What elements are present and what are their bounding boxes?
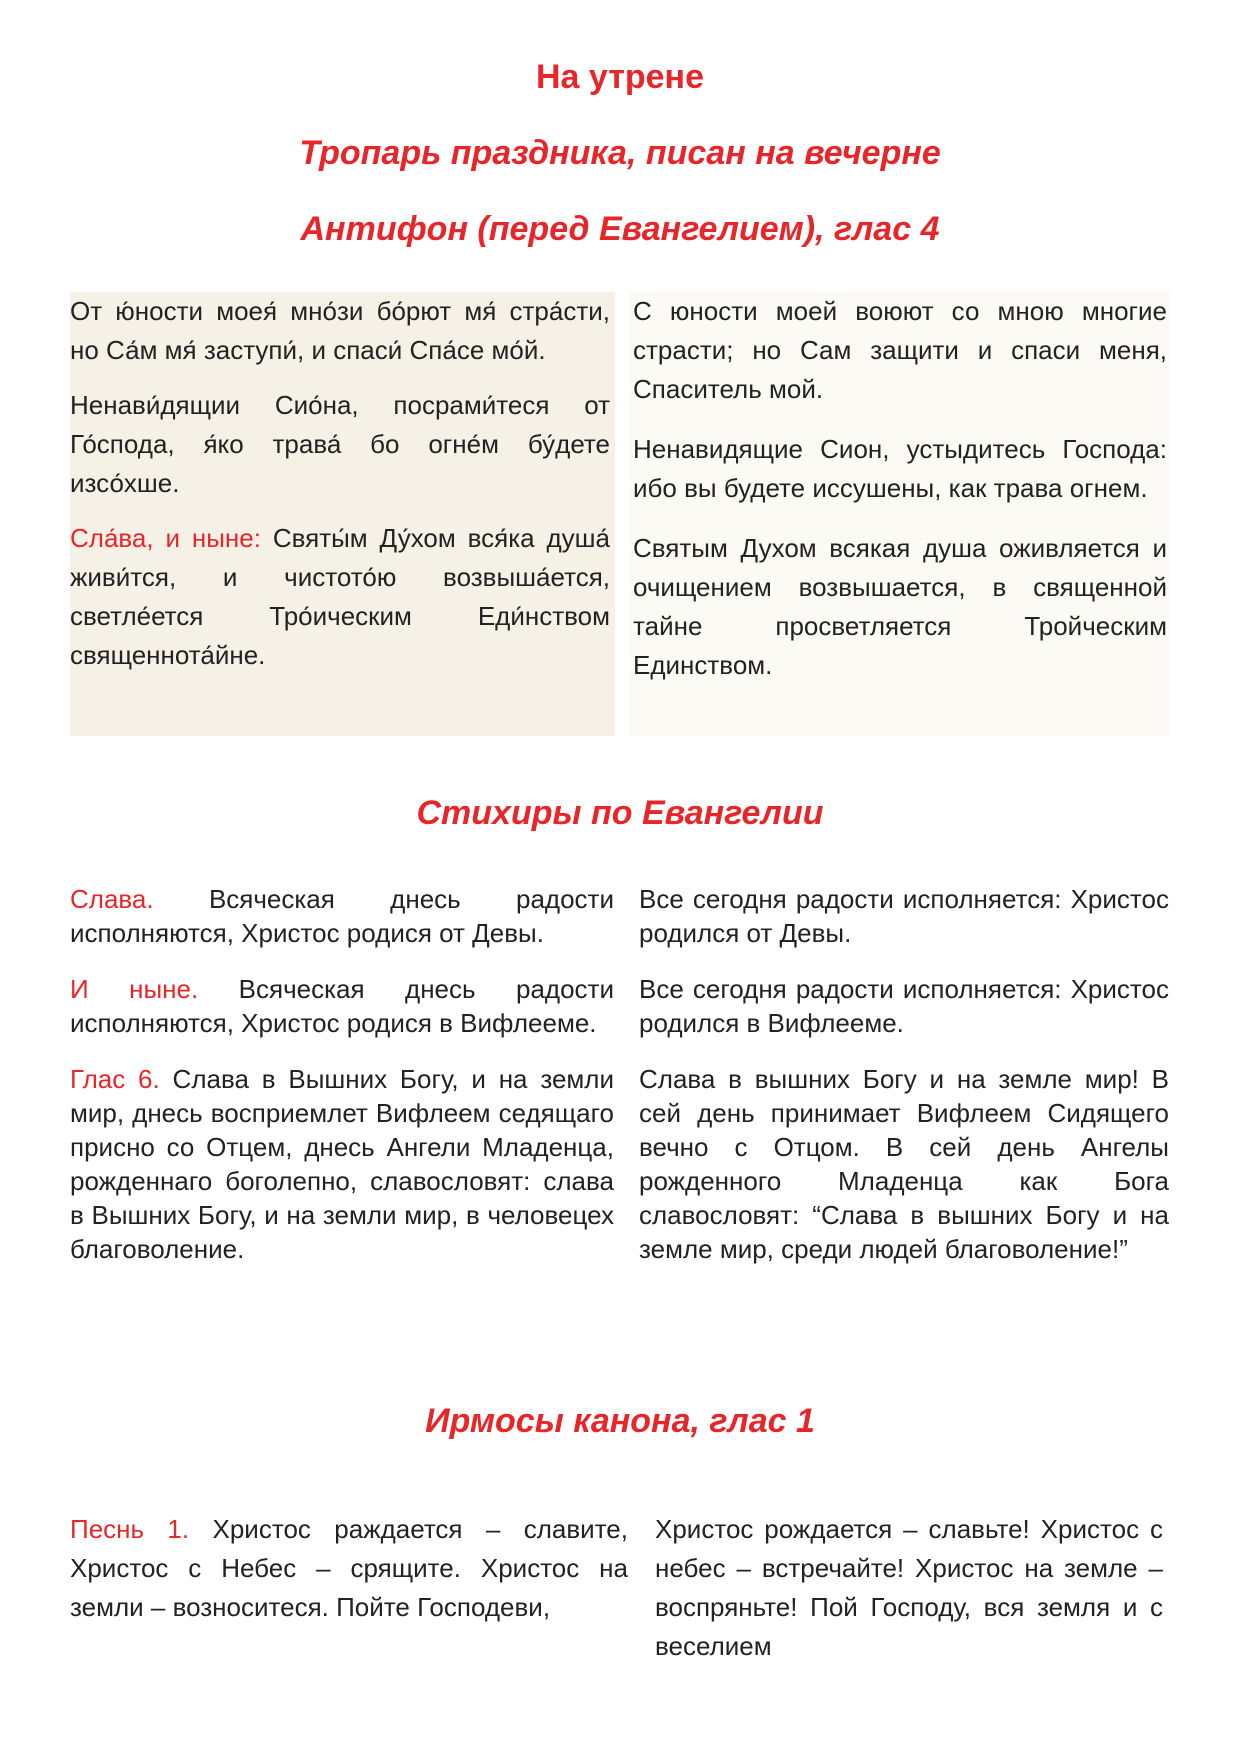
sticheron-translation-1: Все сегодня радости исполняется: Христос родился от Девы.	[639, 884, 1169, 948]
irmos-ode-1-translation: Христос рождается – славьте! Христос с небес – встречайте! Христос на земле – воспряньте! Пой Господу, вся земля и с веселием	[655, 1514, 1163, 1661]
verse-text: От ю́ности моея́ мно́зи бо́рют мя́ стра́сти, но Са́м мя́ заступи́, и спаси́ Спа́се мо́й.	[70, 296, 610, 365]
antiphon-verse-3	[70, 519, 610, 675]
irmoi-heading: Ирмосы канона, глас 1	[425, 1402, 815, 1440]
verse-text: Слава в Вышних Богу, и на земли мир, днесь восприемлет Вифлеем седящаго присно со Отцем, днесь Ангели Младенца, рожденнаго боголепно, славословят: слава в Вышних Богу, и на земли мир, в человецех благоволение.	[70, 1064, 614, 1264]
verse-text: Ненави́дящии Сио́на, посрами́теся от Го́спода, я́ко трава́ бо огне́м бу́дете изсо́хше.	[70, 390, 610, 498]
verse-prefix: Глас 6.	[70, 1064, 173, 1094]
verse-text: Всяческая днесь радости исполняются, Христос родися от Девы.	[70, 884, 614, 948]
stichera-russian-column	[639, 882, 1169, 1266]
verse-prefix: И ныне.	[70, 974, 239, 1004]
sticheron-translation-3: Слава в вышних Богу и на земле мир! В сей день принимает Вифлеем Сидящего вечно с Отцом. В сей день Ангелы рожденного Младенца как Бога славословят: “Слава в вышних Богу и на земле мир, среди людей благоволение!”	[639, 1064, 1169, 1264]
antiphon-verse-1	[70, 292, 610, 370]
irmos-ode-1	[70, 1510, 628, 1627]
irmoi-church-slavonic-column	[70, 1510, 628, 1627]
verse-prefix: Слава.	[70, 884, 209, 914]
antiphon-translation-1: С юности моей воюют со мною многие страсти; но Сам защити и спаси меня, Спаситель мой.	[633, 296, 1167, 404]
antiphon-translation-3: Святым Духом всякая душа оживляется и очищением возвышается, в священной тайне просветляется Тройческим Единством.	[633, 533, 1167, 680]
antiphon-church-slavonic-column	[70, 292, 610, 675]
verse-text: Христос раждается – славите, Христос с Небес – срящите. Христос на земли – возноситеся. Пойте Господеви,	[70, 1514, 628, 1622]
verse-prefix: Песнь 1.	[70, 1514, 213, 1544]
antiphon-heading: Антифон (перед Евангелием), глас 4	[300, 210, 940, 248]
troparion-heading: Тропарь праздника, писан на вечерне	[299, 134, 941, 172]
sticheron-2	[70, 972, 614, 1040]
antiphon-translation-2: Ненавидящие Сион, устыдитесь Господа: ибо вы будете иссушены, как трава огнем.	[633, 434, 1167, 503]
stichera-church-slavonic-column	[70, 882, 614, 1266]
sticheron-translation-2: Все сегодня радости исполняется: Христос родился в Вифлееме.	[639, 974, 1169, 1038]
section-title-matins: На утрене	[535, 58, 704, 96]
irmoi-russian-column	[655, 1510, 1163, 1666]
verse-text: Всяческая днесь радости исполняются, Христос родися в Вифлееме.	[70, 974, 614, 1038]
sticheron-3	[70, 1062, 614, 1266]
stichera-heading: Стихиры по Евангелии	[416, 794, 824, 832]
sticheron-1	[70, 882, 614, 950]
verse-text: Святы́м Ду́хом вся́ка душа́ живи́тся, и чистото́ю возвыша́ется, светле́ется Тро́ическим Еди́нством священнота́йне.	[70, 523, 610, 670]
antiphon-verse-2	[70, 386, 610, 503]
verse-prefix: Сла́ва, и ныне:	[70, 523, 273, 553]
antiphon-russian-column	[633, 292, 1167, 685]
